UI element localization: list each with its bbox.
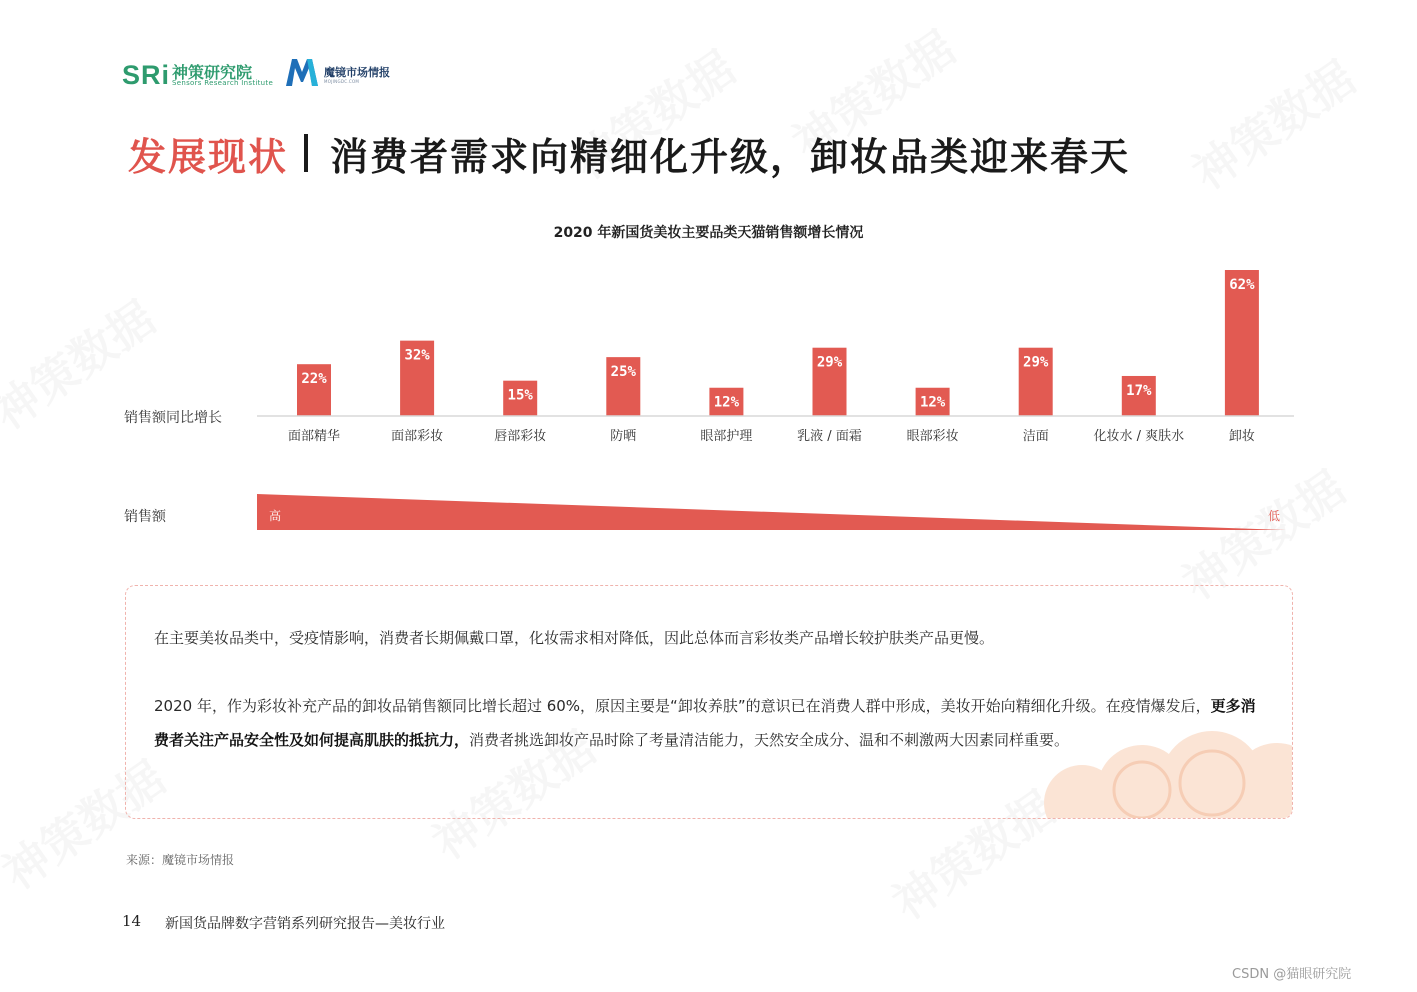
note-paragraph-2-text: 消费者挑选卸妆产品时除了考量清洁能力，天然安全成分、温和不刺激两大因素同样重要。 — [469, 731, 1070, 749]
note-paragraph-2-text: 2020 年，作为彩妆补充产品的卸妆品销售额同比增长超过 60%，原因主要是“卸妆养肤”的意识已在消费人群中形成，美妆开始向精细化升级。在疫情爆发后， — [154, 697, 1211, 715]
bar-value-label: 22% — [301, 371, 327, 388]
title-lead: 发展现状 — [128, 134, 289, 179]
page-title: 消费者需求向精细化升级，卸妆品类迎来春天 — [330, 134, 1131, 179]
growth-row-label: 销售额同比增长 — [124, 410, 222, 426]
category-label: 乳液 / 面霜 — [797, 429, 862, 444]
note-paragraph-2-emphasis: 更多消费者关注产品安全性及如何提高肌肤的抵抗力， — [154, 697, 1256, 749]
bar-value-label: 32% — [404, 347, 430, 364]
category-label: 卸妆 — [1228, 429, 1255, 444]
category-label: 唇部彩妆 — [494, 429, 547, 444]
bar-value-label: 12% — [713, 394, 740, 411]
chart-title: 2020 年新国货美妆主要品类天猫销售额增长情况 — [553, 225, 864, 241]
category-label: 化妆水 / 爽肤水 — [1093, 429, 1185, 444]
sales-low-label: 低 — [1268, 509, 1281, 523]
category-label: 洁面 — [1022, 429, 1049, 444]
page-number: 14 — [122, 912, 142, 930]
bar-value-label: 17% — [1126, 382, 1152, 399]
sri-name: 神策研究院 — [172, 63, 253, 82]
sales-gradient-wedge — [257, 494, 1286, 530]
bar-value-label: 15% — [507, 387, 533, 404]
csdn-watermark: CSDN @猫眼研究院 — [1232, 967, 1352, 982]
category-label: 面部精华 — [287, 429, 341, 444]
report-name: 新国货品牌数字营销系列研究报告—美妆行业 — [165, 916, 445, 932]
category-label: 眼部彩妆 — [906, 429, 959, 444]
bar-value-label: 25% — [610, 364, 636, 381]
category-label: 眼部护理 — [700, 429, 753, 444]
category-label: 防晒 — [610, 429, 637, 444]
sri-name-en: Sensors Research Institute — [172, 79, 274, 87]
note-paragraph-1: 在主要美妆品类中，受疫情影响，消费者长期佩戴口罩，化妆需求相对降低，因此总体而言彩妆类产品增长较护肤类产品更慢。 — [154, 629, 995, 647]
mojing-name: 魔镜市场情报 — [324, 66, 390, 79]
bar-value-label: 12% — [919, 394, 946, 411]
sales-row-label: 销售额 — [124, 509, 166, 525]
mojing-name-en: MOJINGDC.COM — [324, 79, 360, 84]
bar-value-label: 29% — [816, 354, 843, 371]
note-paragraph-2 — [154, 689, 1264, 757]
bar-value-label: 29% — [1023, 354, 1049, 371]
sri-logo: SRi — [122, 60, 171, 90]
category-label: 面部彩妆 — [391, 429, 444, 444]
source-note: 来源：魔镜市场情报 — [126, 853, 235, 867]
sales-high-label: 高 — [269, 509, 282, 523]
note-box — [125, 585, 1293, 819]
bar-value-label: 62% — [1229, 277, 1255, 293]
